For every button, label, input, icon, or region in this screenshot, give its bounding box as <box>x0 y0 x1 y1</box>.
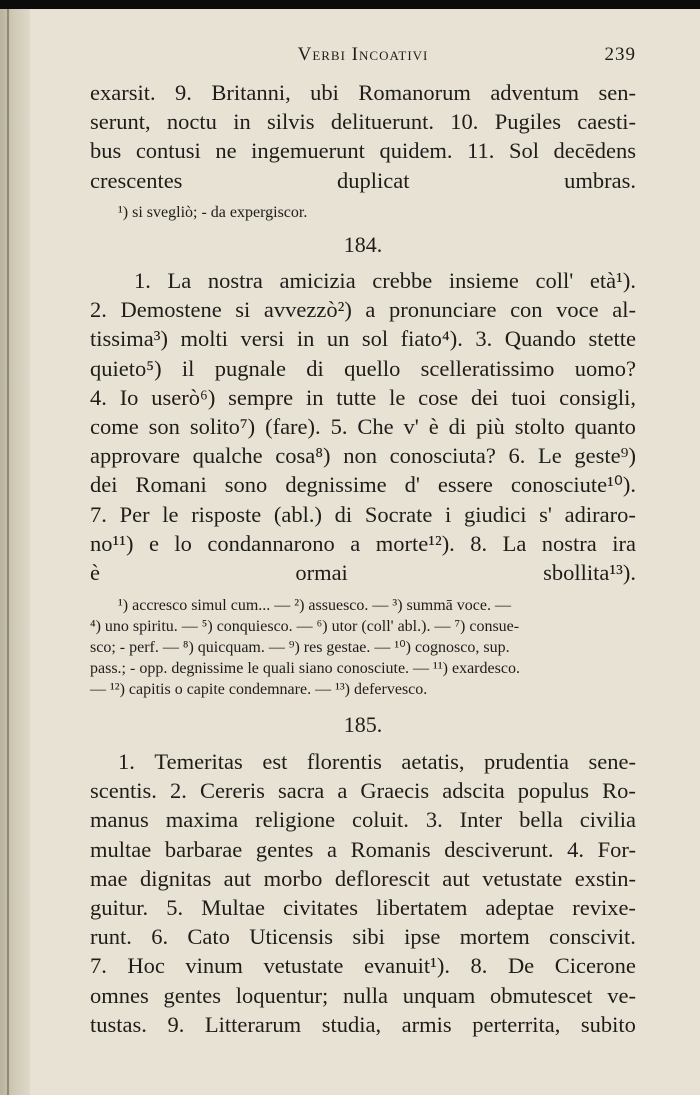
word: For- <box>597 836 636 862</box>
word: a <box>326 836 337 862</box>
word: sol <box>361 326 389 352</box>
text-line <box>90 1010 636 1039</box>
word: dignitas <box>139 865 212 891</box>
word: conosciute¹⁰). <box>510 472 636 498</box>
word: De <box>507 953 535 979</box>
word: 2. <box>169 778 187 804</box>
word: il <box>181 355 195 381</box>
exercise-184-text <box>90 266 636 587</box>
word: userò⁶) <box>151 384 216 410</box>
word: delituerunt. <box>330 109 434 135</box>
word: 5. <box>166 895 184 921</box>
word: multae <box>90 836 152 862</box>
text-line <box>90 776 636 805</box>
word: son <box>148 414 180 440</box>
word: adscita <box>442 778 505 804</box>
word: di <box>334 501 353 527</box>
word: bus <box>90 138 122 164</box>
word: qualche <box>192 443 263 469</box>
word: 6. <box>508 443 526 469</box>
text-line: crescentes duplicat umbras. <box>90 167 636 193</box>
word: scentis. <box>90 778 157 804</box>
word: 4. <box>567 836 585 862</box>
word: Multae <box>201 895 265 921</box>
word: civilia <box>579 807 636 833</box>
word: cose <box>418 384 459 410</box>
word: exstin- <box>574 865 636 891</box>
word: perterrita, <box>472 1011 561 1037</box>
word: tustas. <box>90 1011 147 1037</box>
word: ira <box>612 530 636 556</box>
word: serunt, <box>90 109 151 135</box>
word: unquam <box>402 982 476 1008</box>
word: 10. <box>450 109 479 135</box>
word: religione <box>255 807 336 833</box>
text-line: 1. La nostra amicizia crebbe insieme coll' età¹). <box>134 268 636 293</box>
word: Demostene <box>120 297 222 323</box>
word: noctu <box>166 109 217 135</box>
word: approvare <box>90 443 180 469</box>
word: solito⁷) <box>189 414 256 440</box>
word: tuoi <box>511 384 547 410</box>
word: vetustate <box>482 865 563 891</box>
word: Io <box>119 384 139 410</box>
word: Uticensis <box>249 924 333 950</box>
word: Romanis <box>350 836 431 862</box>
text-line <box>90 747 636 776</box>
word: stette <box>588 326 636 352</box>
word: con <box>510 297 543 323</box>
word: gentes <box>255 836 314 862</box>
word: dei <box>470 384 499 410</box>
word: civitates <box>283 895 359 921</box>
word: consigli, <box>559 384 636 410</box>
word: quanto <box>574 414 636 440</box>
footnote-line: sco; - perf. — ⁸) quicquam. — ⁹) res gestae. — ¹⁰) cognosco, sup. <box>90 639 510 656</box>
word: loquentur; <box>235 982 329 1008</box>
word: desciverunt. <box>444 836 554 862</box>
word: avvezzò²) <box>263 297 352 323</box>
running-title <box>90 44 636 66</box>
word: Romanorum <box>358 80 471 105</box>
word: 8. <box>470 530 488 556</box>
footnote: ¹) si svegliò; - da expergiscor. <box>118 204 308 221</box>
word: come <box>90 414 139 440</box>
word: stolto <box>514 414 565 440</box>
text-line <box>90 893 636 922</box>
word: conosciuta? <box>389 443 496 469</box>
word: 9. <box>167 1011 185 1037</box>
word: 9. <box>175 80 192 105</box>
word: quieto⁵) <box>90 355 162 381</box>
word: di <box>448 414 467 440</box>
text-line <box>90 951 636 980</box>
text-line <box>90 805 636 834</box>
word: sempre <box>228 384 294 410</box>
word: deflorescit <box>334 865 430 891</box>
word: s' <box>539 501 552 527</box>
word: 5. <box>330 414 348 440</box>
word: exarsit. <box>90 80 156 105</box>
word: armis <box>401 1011 452 1037</box>
word: essere <box>437 472 493 498</box>
word: quidem. <box>379 138 453 164</box>
text-line: è ormai sbollita¹³). <box>90 560 636 586</box>
word: runt. <box>90 924 132 950</box>
word: pugnale <box>214 355 286 381</box>
word: geste⁹) <box>574 443 636 469</box>
word: al- <box>612 297 636 323</box>
text-line <box>90 107 636 136</box>
word: Socrate <box>364 501 433 527</box>
word: conscivit. <box>549 924 636 950</box>
word: Pugiles <box>494 109 561 135</box>
text-line <box>90 354 636 383</box>
word: fiato⁴). <box>400 326 463 352</box>
word: ve- <box>607 982 636 1008</box>
word: revixe- <box>572 895 636 921</box>
text-line <box>90 529 636 558</box>
continued-exercise-text <box>90 78 636 195</box>
word: prudentia <box>484 749 569 774</box>
word: e <box>148 530 159 556</box>
word: omnes <box>90 982 149 1008</box>
footnote-line: ⁴) uno spiritu. — ⁵) conquiesco. — ⁶) utor (coll' abl.). — ⁷) consue- <box>90 618 520 635</box>
word: obmutescet <box>489 982 593 1008</box>
word: adeptae <box>485 895 555 921</box>
word: ipse <box>404 924 441 950</box>
word: decēdens <box>553 138 636 164</box>
word: Cicerone <box>554 953 636 979</box>
word: Hoc <box>127 953 165 979</box>
word: 3. <box>475 326 493 352</box>
footnote-line: ¹) accresco simul cum... — ²) assuesco. — ³) summā voce. — <box>118 597 511 614</box>
word: 3. <box>425 807 443 833</box>
running-title-text: Verbi Incoativi <box>297 44 429 65</box>
text-line <box>90 383 636 412</box>
word: 4. <box>90 384 107 410</box>
text-line <box>90 78 636 107</box>
word: quello <box>344 355 401 381</box>
text-line <box>90 324 636 353</box>
word: 2. <box>90 297 107 323</box>
text-line <box>90 470 636 499</box>
word: gentes <box>163 982 221 1008</box>
word: barbarae <box>164 836 243 862</box>
word: Le <box>538 443 562 469</box>
word: morbo <box>263 865 323 891</box>
word: è <box>428 414 439 440</box>
word: Inter <box>459 807 503 833</box>
text-line <box>90 922 636 951</box>
word: guitur. <box>90 895 149 921</box>
word: giudici <box>463 501 527 527</box>
word: sene- <box>588 749 636 774</box>
word: maxima <box>165 807 239 833</box>
word: a <box>365 297 376 323</box>
exercise-185-text <box>90 747 636 1039</box>
text-line <box>90 864 636 893</box>
word: libertatem <box>376 895 468 921</box>
word: dei <box>90 472 118 498</box>
word: Graecis <box>360 778 430 804</box>
word: Per <box>119 501 150 527</box>
word: d' <box>404 472 420 498</box>
word: La <box>502 530 527 556</box>
word: si <box>235 297 251 323</box>
word: Sol <box>508 138 539 164</box>
word: le <box>389 384 406 410</box>
word: Ro- <box>602 778 636 804</box>
page-number: 239 <box>604 44 636 65</box>
word: 7. <box>90 501 107 527</box>
word: lo <box>174 530 192 556</box>
word: adiraro- <box>564 501 636 527</box>
word: Che <box>357 414 394 440</box>
word: nostra <box>541 530 597 556</box>
word: sibi <box>352 924 385 950</box>
word: Quando <box>504 326 576 352</box>
word: scelleratissimo <box>420 355 555 381</box>
word: Britanni, <box>211 80 291 105</box>
word: caesti- <box>577 109 636 135</box>
word: Litterarum <box>204 1011 302 1037</box>
word: pronunciare <box>389 297 497 323</box>
word: un <box>326 326 350 352</box>
text-line <box>90 136 636 165</box>
word: vinum <box>185 953 243 979</box>
word: uomo? <box>574 355 636 381</box>
word: molti <box>180 326 229 352</box>
word: ubi <box>310 80 339 105</box>
word: ingemuerunt <box>251 138 365 164</box>
word: voce <box>556 297 599 323</box>
footnotes-184 <box>90 595 636 700</box>
word: a <box>350 530 361 556</box>
word: a <box>337 778 348 804</box>
text-line <box>90 441 636 470</box>
word: in <box>296 326 315 352</box>
word: aetatis, <box>401 749 465 774</box>
word: adventum <box>490 80 580 105</box>
word: sono <box>224 472 268 498</box>
word: Cereris <box>199 778 265 804</box>
footnote-line: pass.; - opp. degnissime le quali siano conosciute. — ¹¹) exardesco. <box>90 660 520 677</box>
word: di <box>306 355 324 381</box>
word: degnissime <box>285 472 387 498</box>
text-line <box>90 412 636 441</box>
word: sen- <box>598 80 636 105</box>
word: più <box>476 414 505 440</box>
exercise-number-184: 184. <box>343 232 383 257</box>
word: (abl.) <box>273 501 322 527</box>
word: populus <box>517 778 590 804</box>
footnote-line: — ¹²) capitis o capite condemnare. — ¹³) defervesco. <box>90 681 428 698</box>
word: bella <box>519 807 563 833</box>
word: in <box>233 109 251 135</box>
word: le <box>162 501 179 527</box>
word: morte¹²). <box>375 530 455 556</box>
word: sacra <box>278 778 325 804</box>
word: Temeritas <box>154 749 243 774</box>
word: silvis <box>267 109 315 135</box>
word: 11. <box>467 138 495 164</box>
exercise-number-185: 185. <box>343 712 383 737</box>
word: Romani <box>135 472 207 498</box>
word: 8. <box>470 953 488 979</box>
word: nulla <box>342 982 388 1008</box>
word: risposte <box>191 501 262 527</box>
word: subito <box>580 1011 636 1037</box>
word: no¹¹) <box>90 530 134 556</box>
word: aut <box>223 865 252 891</box>
word: in <box>305 384 324 410</box>
word: 6. <box>151 924 169 950</box>
word: coluit. <box>352 807 409 833</box>
word: versi <box>240 326 285 352</box>
word: mae <box>90 865 128 891</box>
word: (fare). <box>265 414 321 440</box>
word: studia, <box>321 1011 382 1037</box>
word: tissima³) <box>90 326 168 352</box>
text-line <box>90 500 636 529</box>
word: non <box>343 443 377 469</box>
text-line <box>90 981 636 1010</box>
word: evanuit¹). <box>363 953 451 979</box>
word: i <box>445 501 452 527</box>
word: condannarono <box>207 530 335 556</box>
word: v' <box>403 414 419 440</box>
word: 1. <box>118 749 135 774</box>
word: cosa⁸) <box>275 443 331 469</box>
word: est <box>262 749 288 774</box>
text-line <box>90 295 636 324</box>
text-line <box>90 835 636 864</box>
word: florentis <box>306 749 382 774</box>
word: mortem <box>459 924 530 950</box>
word: tutte <box>336 384 377 410</box>
word: ne <box>215 138 237 164</box>
word: vetustate <box>263 953 344 979</box>
word: aut <box>442 865 470 891</box>
word: manus <box>90 807 149 833</box>
word: Cato <box>187 924 230 950</box>
word: contusi <box>135 138 201 164</box>
word: 7. <box>90 953 107 979</box>
